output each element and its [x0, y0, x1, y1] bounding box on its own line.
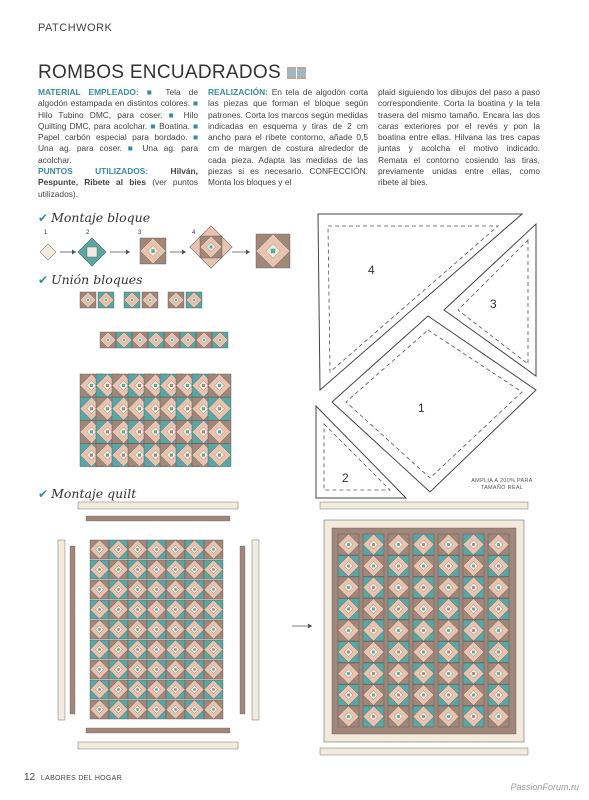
assembled-block: [388, 685, 409, 706]
spool-icon: [287, 67, 306, 79]
section-label: PATCHWORK: [38, 22, 113, 34]
quilt-block: [90, 660, 109, 679]
quilt-block: [142, 292, 158, 308]
quilt-block: [109, 540, 128, 559]
assembled-block: [488, 685, 509, 706]
border-strip: [320, 748, 528, 755]
puntos-heading: PUNTOS UTILIZADOS:: [38, 166, 149, 177]
assembled-block: [338, 577, 359, 598]
border-strip: [86, 728, 230, 733]
quilt-block: [166, 620, 185, 639]
bullet-icon: ■: [192, 120, 199, 131]
bullet-icon: ■: [150, 120, 157, 131]
assembled-block: [363, 599, 384, 620]
assembled-block: [363, 642, 384, 663]
quilt-block: [147, 640, 166, 659]
quilt-block: [90, 540, 109, 559]
border-strip: [78, 742, 238, 749]
quilt-block: [164, 332, 180, 348]
assembled-block: [363, 534, 384, 555]
quilt-block: [116, 332, 132, 348]
assembled-block: [388, 620, 409, 641]
materials-column: [38, 87, 198, 200]
quilt-block: [168, 292, 184, 308]
step-union-bloques-label: Unión bloques: [51, 272, 143, 287]
quilt-block: [208, 397, 231, 420]
quilt-block: [147, 560, 166, 579]
assembled-block: [363, 620, 384, 641]
quilt-block: [128, 640, 147, 659]
material-item: Una ag. para acolchar.: [38, 143, 198, 165]
quilt-block: [124, 292, 140, 308]
bullet-icon: ■: [127, 143, 137, 154]
assembled-block: [488, 642, 509, 663]
quilt-block: [166, 700, 185, 719]
assembled-block: [388, 534, 409, 555]
quilt-block: [132, 332, 148, 348]
assembled-block: [488, 599, 509, 620]
quilt-block: [185, 640, 204, 659]
pattern-pieces: [300, 204, 550, 504]
assembled-block: [438, 706, 459, 727]
page-number: 12: [24, 772, 36, 783]
quilt-block: [166, 600, 185, 619]
quilt-block: [128, 540, 147, 559]
check-icon: ✔: [38, 272, 49, 287]
assembled-block: [338, 706, 359, 727]
quilt-block: [204, 540, 223, 559]
material-item: Papel carbón especial para bordado.: [38, 132, 188, 143]
quilt-block: [90, 600, 109, 619]
quilt-block: [208, 374, 231, 397]
quilt-block: [128, 660, 147, 679]
quilt-block: [90, 640, 109, 659]
assembled-block: [363, 685, 384, 706]
quilt-block: [147, 680, 166, 699]
check-icon: ✔: [38, 486, 49, 501]
quilt-block: [109, 680, 128, 699]
assembled-block: [338, 599, 359, 620]
assembled-block: [463, 685, 484, 706]
quilt-block: [166, 680, 185, 699]
assembled-block: [413, 556, 434, 577]
assembled-block: [463, 642, 484, 663]
quilt-block: [109, 700, 128, 719]
assembled-block: [363, 556, 384, 577]
assembled-block: [438, 556, 459, 577]
watermark: PassionForum.ru: [510, 782, 579, 792]
realizacion-column: [208, 87, 368, 189]
step-number: 1: [44, 230, 48, 236]
assembled-block: [413, 642, 434, 663]
quilt-block: [147, 600, 166, 619]
assembled-block: [463, 577, 484, 598]
puntos-body: Hilván, Pespunte, Ribete al bies: [38, 166, 198, 188]
assembled-block: [363, 663, 384, 684]
quilt-block: [186, 292, 202, 308]
quilt-block: [109, 660, 128, 679]
material-item: Hilo Tubino DMC, para coser.: [38, 109, 163, 120]
block-assembly-diagram: [36, 226, 296, 272]
quilt-block: [208, 444, 231, 467]
step-montaje-quilt: [38, 486, 136, 501]
assembled-block: [388, 577, 409, 598]
assembled-block: [413, 620, 434, 641]
assembled-block: [388, 663, 409, 684]
assembled-block: [463, 663, 484, 684]
quilt-block: [204, 620, 223, 639]
quilt-block: [204, 660, 223, 679]
quilt-block: [204, 700, 223, 719]
assembled-block: [438, 620, 459, 641]
quilt-block: [100, 332, 116, 348]
quilt-block: [128, 700, 147, 719]
border-strip: [320, 502, 528, 509]
pattern-label-2: 2: [342, 471, 349, 485]
block-union-diagram: [80, 292, 250, 472]
quilt-block: [109, 560, 128, 579]
assembled-block: [363, 577, 384, 598]
quilt-block: [90, 680, 109, 699]
check-icon: ✔: [38, 210, 49, 225]
confeccion-body: CONFECCIÓN: Monta los bloques y el: [208, 166, 368, 188]
quilt-block: [90, 580, 109, 599]
quilt-block: [128, 620, 147, 639]
quilt-block: [147, 700, 166, 719]
step-4-block: [200, 236, 222, 258]
assembled-block: [438, 663, 459, 684]
quilt-block: [128, 600, 147, 619]
step-5-block: [256, 234, 290, 268]
assembled-block: [388, 556, 409, 577]
step-montaje-bloque: [38, 210, 150, 225]
confeccion-column: [378, 87, 540, 189]
assembled-block: [488, 556, 509, 577]
quilt-block: [196, 332, 212, 348]
page-footer: [24, 772, 122, 783]
border-strip: [86, 516, 230, 521]
bullet-icon: ■: [192, 132, 199, 143]
page-title: ROMBOS ENCUADRADOS: [38, 62, 281, 83]
quilt-block: [204, 680, 223, 699]
assembled-block: [438, 685, 459, 706]
quilt-block: [148, 332, 164, 348]
quilt-block: [185, 540, 204, 559]
assembled-block: [338, 556, 359, 577]
assembled-block: [463, 534, 484, 555]
border-strip: [70, 546, 75, 714]
assembled-block: [413, 663, 434, 684]
assembled-block: [488, 577, 509, 598]
border-strip: [78, 502, 238, 509]
quilt-block: [180, 332, 196, 348]
quilt-block: [204, 580, 223, 599]
step-number: 3: [138, 230, 142, 236]
quilt-block: [208, 420, 231, 443]
assembled-block: [338, 685, 359, 706]
assembled-block: [488, 620, 509, 641]
assembled-block: [413, 577, 434, 598]
assembled-block: [413, 706, 434, 727]
material-item: Boatina.: [159, 120, 190, 131]
realizacion-heading: REALIZACIÓN:: [208, 87, 269, 97]
assembled-block: [463, 599, 484, 620]
quilt-block: [204, 600, 223, 619]
assembled-block: [413, 685, 434, 706]
step-number: 2: [86, 230, 90, 236]
puntos-note: (ver puntos utilizados).: [38, 177, 198, 199]
quilt-block: [98, 292, 114, 308]
bullet-icon: ■: [146, 87, 158, 97]
quilt-block: [128, 680, 147, 699]
quilt-block: [166, 640, 185, 659]
assembled-block: [413, 534, 434, 555]
quilt-block: [128, 560, 147, 579]
pattern-label-3: 3: [490, 297, 497, 311]
material-item: Tela de algodón estampada en distintos colores.: [38, 87, 198, 109]
border-strip: [240, 546, 245, 714]
assembled-block: [463, 620, 484, 641]
magazine-name: LABORES DEL HOGAR: [40, 775, 122, 782]
quilt-block: [185, 600, 204, 619]
step-3-block: [140, 238, 166, 264]
quilt-block: [109, 640, 128, 659]
border-strip: [252, 540, 259, 720]
quilt-assembly-diagram: [56, 502, 526, 764]
step-1-piece: [40, 244, 56, 260]
quilt-block: [166, 560, 185, 579]
quilt-block: [90, 560, 109, 579]
enlarge-note: AMPLIA A 200% PARA TAMAÑO REAL: [471, 478, 533, 491]
quilt-block: [185, 660, 204, 679]
quilt-block: [147, 540, 166, 559]
quilt-block: [109, 620, 128, 639]
material-item: Una ag. para coser.: [38, 143, 122, 154]
step-montaje-bloque-label: Montaje bloque: [51, 210, 151, 225]
quilt-block: [166, 580, 185, 599]
assembled-block: [488, 534, 509, 555]
pattern-label-1: 1: [418, 401, 425, 415]
assembled-block: [438, 577, 459, 598]
assembled-block: [488, 663, 509, 684]
quilt-block: [185, 700, 204, 719]
material-heading: MATERIAL EMPLEADO:: [38, 87, 139, 97]
realizacion-body: En tela de algodón corta las piezas que forman el bloque según patrones. Corta los marcos según medidas indicadas en esquema y tiras de 2 cm ancho para el ribete contorno, añade 0,5 cm de margen de costura alrededor de cada pieza. Adapta las medidas de las piezas si es necesario.: [208, 87, 369, 177]
assembled-block: [388, 706, 409, 727]
bullet-icon: ■: [192, 98, 199, 109]
quilt-block: [204, 640, 223, 659]
assembled-block: [388, 599, 409, 620]
quilt-block: [90, 620, 109, 639]
quilt-block: [185, 620, 204, 639]
quilt-block: [185, 680, 204, 699]
assembled-block: [338, 620, 359, 641]
step-montaje-quilt-label: Montaje quilt: [51, 486, 137, 501]
quilt-block: [166, 540, 185, 559]
quilt-block: [90, 700, 109, 719]
quilt-block: [147, 580, 166, 599]
quilt-block: [212, 332, 228, 348]
assembled-block: [438, 534, 459, 555]
assembled-block: [338, 642, 359, 663]
confeccion-continued: plaid siguiendo los dibujos del paso a paso correspondiente. Corta la boatina y la tela trasera del mismo tamaño. Encara las dos caras exteriores por el revés y pon la boatina entre ellas. Hilvana las tres capas juntas y acolcha el motivo indicado. Remata el contorno cosiendo las tiras, previamente unidas entre ellas, como ribete al bies.: [378, 87, 540, 188]
assembled-block: [463, 706, 484, 727]
assembled-block: [488, 706, 509, 727]
border-strip: [58, 540, 65, 720]
assembled-block: [338, 663, 359, 684]
material-item: Hilo Quilting DMC, para acolchar.: [38, 109, 199, 131]
quilt-block: [204, 560, 223, 579]
assembled-block: [363, 706, 384, 727]
quilt-block: [109, 600, 128, 619]
quilt-block: [128, 580, 147, 599]
bullet-icon: ■: [168, 109, 178, 120]
assembled-block: [413, 599, 434, 620]
assembled-block: [338, 534, 359, 555]
quilt-block: [185, 580, 204, 599]
quilt-block: [147, 620, 166, 639]
step-number: 4: [192, 230, 196, 236]
quilt-block: [185, 560, 204, 579]
quilt-block: [80, 292, 96, 308]
step-union-bloques: [38, 272, 143, 287]
assembled-block: [438, 642, 459, 663]
title-block: [38, 62, 306, 84]
quilt-block: [166, 660, 185, 679]
quilt-block: [109, 580, 128, 599]
step-2-center: [87, 247, 97, 257]
quilt-block: [147, 660, 166, 679]
pattern-label-4: 4: [368, 263, 375, 277]
assembled-block: [438, 599, 459, 620]
assembled-block: [463, 556, 484, 577]
assembled-block: [388, 642, 409, 663]
